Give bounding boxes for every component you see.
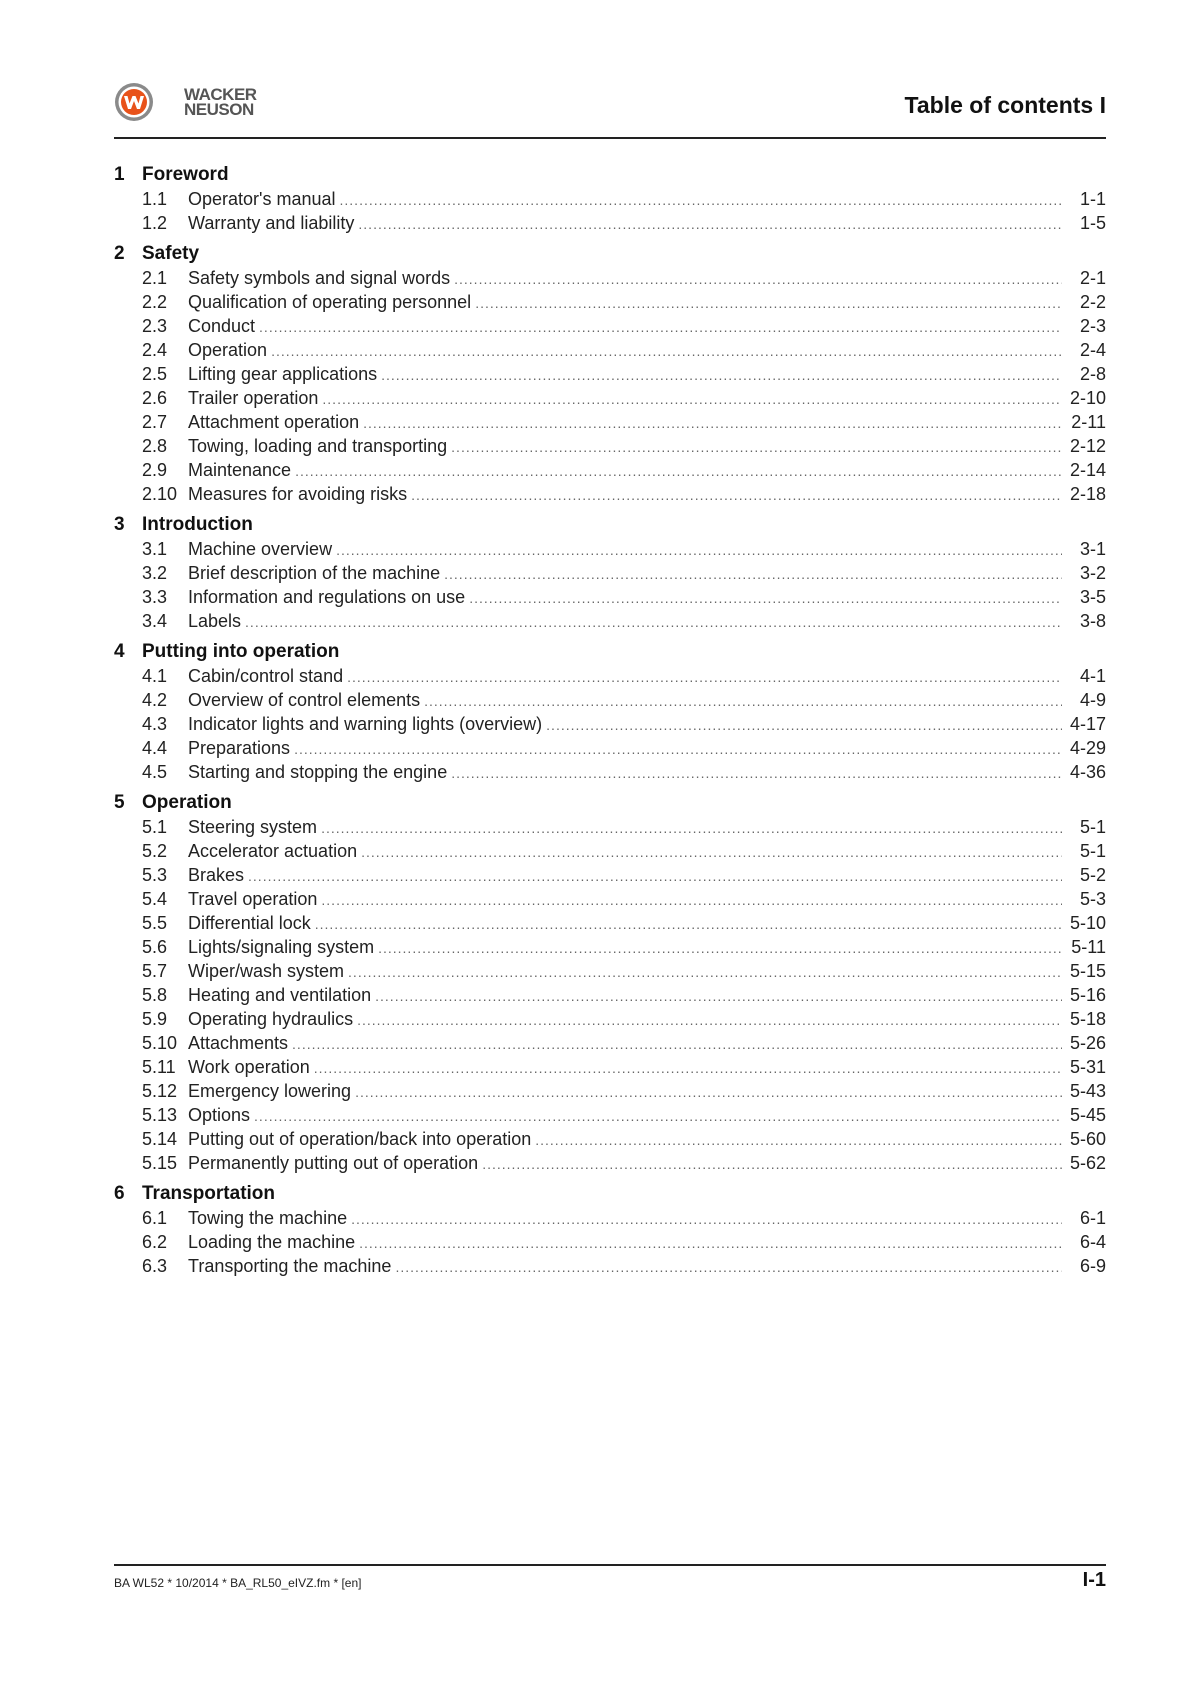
dot-leader (451, 435, 1062, 459)
chapter-title: Transportation (142, 1183, 276, 1204)
entry-number: 5.13 (142, 1105, 178, 1125)
dot-leader (348, 960, 1062, 984)
chapter-title: Foreword (142, 164, 229, 185)
entry-title: Maintenance (188, 460, 292, 480)
toc-entry[interactable] (114, 211, 1106, 235)
entry-number: 5.12 (142, 1081, 178, 1101)
entry-page-number: 2-3 (1079, 316, 1106, 336)
chapter-heading[interactable] (114, 513, 1106, 537)
toc-chapter (114, 163, 1106, 235)
entry-page-number: 2-11 (1071, 412, 1106, 432)
entry-page-number: 4-36 (1069, 762, 1106, 782)
dot-leader (315, 912, 1062, 936)
entry-title: Operating hydraulics (188, 1009, 354, 1029)
entry-title: Overview of control elements (188, 690, 421, 710)
entry-title: Work operation (188, 1057, 310, 1077)
entry-page-number: 2-8 (1079, 364, 1106, 384)
entry-number: 5.15 (142, 1153, 178, 1173)
chapter-title: Introduction (142, 514, 253, 535)
footer-page-number: I-1 (1082, 1569, 1106, 1591)
entry-page-number: 1-1 (1079, 189, 1106, 209)
dot-leader (322, 387, 1062, 411)
entry-number: 6.2 (142, 1232, 168, 1252)
entry-number: 5.14 (142, 1129, 178, 1149)
dot-leader (347, 665, 1062, 689)
entry-title: Attachments (188, 1033, 289, 1053)
entry-title: Measures for avoiding risks (188, 484, 408, 504)
entry-title: Preparations (188, 738, 291, 758)
toc-entry[interactable] (114, 537, 1106, 561)
chapter-heading[interactable] (114, 242, 1106, 266)
entry-title: Brief description of the machine (188, 563, 441, 583)
entry-number: 3.4 (142, 611, 168, 631)
entry-title: Lights/signaling system (188, 937, 375, 957)
entry-page-number: 3-2 (1079, 563, 1106, 583)
wacker-neuson-logo-icon (114, 82, 154, 122)
entry-page-number: 2-18 (1069, 484, 1106, 504)
dot-leader (535, 1128, 1062, 1152)
dot-leader (444, 562, 1062, 586)
entry-title: Steering system (188, 817, 318, 837)
entry-page-number: 5-60 (1069, 1129, 1106, 1149)
entry-title: Loading the machine (188, 1232, 356, 1252)
toc-chapter (114, 513, 1106, 633)
dot-leader (355, 1080, 1062, 1104)
brand-logo (114, 82, 257, 122)
toc-entry[interactable] (114, 458, 1106, 482)
toc-entry[interactable] (114, 1230, 1106, 1254)
dot-leader (292, 1032, 1062, 1056)
toc-entry[interactable] (114, 736, 1106, 760)
entry-number: 5.7 (142, 961, 168, 981)
entry-page-number: 2-10 (1069, 388, 1106, 408)
toc-chapter (114, 242, 1106, 506)
entry-page-number: 5-26 (1069, 1033, 1106, 1053)
entry-title: Conduct (188, 316, 256, 336)
chapter-number: 3 (114, 514, 125, 535)
entry-number: 2.7 (142, 412, 168, 432)
entry-page-number: 4-29 (1069, 738, 1106, 758)
toc-entry[interactable] (114, 434, 1106, 458)
entry-number: 2.3 (142, 316, 168, 336)
toc-entry[interactable] (114, 482, 1106, 506)
chapter-heading[interactable] (114, 640, 1106, 664)
entry-number: 5.10 (142, 1033, 178, 1053)
toc-entry[interactable] (114, 887, 1106, 911)
page-header (114, 80, 1106, 138)
entry-number: 5.3 (142, 865, 168, 885)
chapter-number: 1 (114, 164, 125, 185)
dot-leader (259, 315, 1062, 339)
entry-number: 5.11 (142, 1057, 176, 1077)
entry-number: 3.3 (142, 587, 168, 607)
dot-leader (411, 483, 1062, 507)
chapter-number: 2 (114, 243, 125, 264)
entry-number: 2.8 (142, 436, 168, 456)
entry-title: Cabin/control stand (188, 666, 344, 686)
entry-title: Towing, loading and transporting (188, 436, 448, 456)
entry-page-number: 5-2 (1079, 865, 1106, 885)
entry-title: Accelerator actuation (188, 841, 358, 861)
toc-entry[interactable] (114, 1151, 1106, 1175)
entry-number: 6.3 (142, 1256, 168, 1276)
entry-page-number: 6-9 (1079, 1256, 1106, 1276)
entry-title: Putting out of operation/back into operation (188, 1129, 532, 1149)
entry-page-number: 5-43 (1069, 1081, 1106, 1101)
dot-leader (361, 840, 1062, 864)
toc-entry[interactable] (114, 1206, 1106, 1230)
toc-entry[interactable] (114, 1007, 1106, 1031)
chapter-heading[interactable] (114, 791, 1106, 815)
dot-leader (321, 888, 1062, 912)
toc-entry[interactable] (114, 561, 1106, 585)
page-title: Table of contents I (904, 92, 1106, 118)
entry-number: 5.9 (142, 1009, 168, 1029)
toc-entry[interactable] (114, 362, 1106, 386)
toc-entry[interactable] (114, 815, 1106, 839)
entry-title: Attachment operation (188, 412, 360, 432)
entry-title: Transporting the machine (188, 1256, 392, 1276)
dot-leader (375, 984, 1062, 1008)
brand-line-2: NEUSON (184, 100, 254, 119)
entry-page-number: 1-5 (1079, 213, 1106, 233)
entry-page-number: 5-11 (1071, 937, 1106, 957)
toc-entry[interactable] (114, 585, 1106, 609)
entry-title: Operation (188, 340, 268, 360)
toc-entry[interactable] (114, 1031, 1106, 1055)
header-divider (114, 137, 1106, 139)
entry-title: Heating and ventilation (188, 985, 372, 1005)
entry-title: Labels (188, 611, 242, 631)
entry-page-number: 2-1 (1079, 268, 1106, 288)
toc-entry[interactable] (114, 959, 1106, 983)
entry-title: Emergency lowering (188, 1081, 352, 1101)
toc-entry[interactable] (114, 314, 1106, 338)
entry-number: 5.5 (142, 913, 168, 933)
entry-page-number: 3-8 (1079, 611, 1106, 631)
entry-page-number: 5-16 (1069, 985, 1106, 1005)
entry-number: 5.8 (142, 985, 168, 1005)
entry-number: 2.2 (142, 292, 168, 312)
entry-page-number: 2-12 (1069, 436, 1106, 456)
entry-page-number: 2-2 (1079, 292, 1106, 312)
table-of-contents (114, 163, 1106, 1285)
toc-entry[interactable] (114, 983, 1106, 1007)
entry-page-number: 6-4 (1079, 1232, 1106, 1252)
toc-chapter (114, 791, 1106, 1175)
entry-number: 4.4 (142, 738, 168, 758)
chapter-title: Operation (142, 792, 232, 813)
toc-entry[interactable] (114, 760, 1106, 784)
entry-number: 3.2 (142, 563, 168, 583)
entry-title: Wiper/wash system (188, 961, 345, 981)
toc-entry[interactable] (114, 609, 1106, 633)
entry-title: Options (188, 1105, 251, 1125)
dot-leader (395, 1255, 1062, 1279)
chapter-heading[interactable] (114, 1182, 1106, 1206)
entry-page-number: 3-5 (1079, 587, 1106, 607)
dot-leader (546, 713, 1062, 737)
entry-page-number: 5-45 (1069, 1105, 1106, 1125)
dot-leader (469, 586, 1062, 610)
toc-entry[interactable] (114, 664, 1106, 688)
entry-title: Information and regulations on use (188, 587, 466, 607)
toc-entry[interactable] (114, 386, 1106, 410)
entry-page-number: 5-3 (1079, 889, 1106, 909)
entry-number: 5.6 (142, 937, 168, 957)
entry-number: 5.4 (142, 889, 168, 909)
dot-leader (378, 936, 1062, 960)
toc-entry[interactable] (114, 935, 1106, 959)
entry-title: Lifting gear applications (188, 364, 378, 384)
entry-number: 2.4 (142, 340, 168, 360)
dot-leader (314, 1056, 1062, 1080)
entry-title: Trailer operation (188, 388, 319, 408)
entry-number: 4.1 (142, 666, 168, 686)
entry-title: Starting and stopping the engine (188, 762, 448, 782)
brand-wordmark (184, 87, 257, 117)
dot-leader (351, 1207, 1062, 1231)
footer-doc-info: BA WL52 * 10/2014 * BA_RL50_eIVZ.fm * [en] (114, 1576, 362, 1590)
entry-number: 3.1 (142, 539, 168, 559)
entry-title: Brakes (188, 865, 245, 885)
entry-title: Warranty and liability (188, 213, 355, 233)
entry-title: Qualification of operating personnel (188, 292, 472, 312)
dot-leader (381, 363, 1062, 387)
dot-leader (254, 1104, 1062, 1128)
entry-page-number: 2-14 (1069, 460, 1106, 480)
dot-leader (424, 689, 1062, 713)
toc-entry[interactable] (114, 1127, 1106, 1151)
toc-entry[interactable] (114, 1103, 1106, 1127)
toc-entry[interactable] (114, 712, 1106, 736)
dot-leader (295, 459, 1062, 483)
entry-page-number: 5-18 (1069, 1009, 1106, 1029)
entry-page-number: 4-1 (1079, 666, 1106, 686)
entry-title: Machine overview (188, 539, 333, 559)
entry-page-number: 2-4 (1079, 340, 1106, 360)
entry-page-number: 4-17 (1069, 714, 1106, 734)
toc-entry[interactable] (114, 911, 1106, 935)
toc-entry[interactable] (114, 1254, 1106, 1278)
entry-title: Permanently putting out of operation (188, 1153, 479, 1173)
entry-title: Differential lock (188, 913, 311, 933)
entry-number: 1.1 (142, 189, 168, 209)
toc-chapter (114, 1182, 1106, 1278)
entry-title: Safety symbols and signal words (188, 268, 451, 288)
dot-leader (245, 610, 1062, 634)
brand-line-1: WACKER (184, 85, 257, 104)
entry-number: 6.1 (142, 1208, 168, 1228)
entry-number: 2.5 (142, 364, 168, 384)
entry-number: 1.2 (142, 213, 168, 233)
toc-entry[interactable] (114, 338, 1106, 362)
dot-leader (359, 1231, 1062, 1255)
toc-entry[interactable] (114, 290, 1106, 314)
dot-leader (336, 538, 1062, 562)
dot-leader (321, 816, 1062, 840)
entry-page-number: 5-15 (1069, 961, 1106, 981)
dot-leader (363, 411, 1062, 435)
dot-leader (271, 339, 1062, 363)
entry-page-number: 6-1 (1079, 1208, 1106, 1228)
dot-leader (475, 291, 1062, 315)
entry-number: 5.1 (142, 817, 168, 837)
entry-page-number: 5-31 (1069, 1057, 1106, 1077)
entry-page-number: 3-1 (1079, 539, 1106, 559)
entry-number: 4.2 (142, 690, 168, 710)
entry-title: Indicator lights and warning lights (overview) (188, 714, 543, 734)
dot-leader (358, 212, 1062, 236)
entry-number: 4.5 (142, 762, 168, 782)
entry-number: 2.10 (142, 484, 178, 504)
toc-entry[interactable] (114, 410, 1106, 434)
dot-leader (248, 864, 1062, 888)
entry-number: 2.1 (142, 268, 168, 288)
entry-page-number: 5-1 (1079, 817, 1106, 837)
footer-divider (114, 1564, 1106, 1566)
dot-leader (482, 1152, 1062, 1176)
dot-leader (294, 737, 1062, 761)
chapter-number: 4 (114, 641, 125, 662)
dot-leader (357, 1008, 1062, 1032)
entry-page-number: 5-10 (1069, 913, 1106, 933)
entry-title: Operator's manual (188, 189, 336, 209)
entry-number: 2.9 (142, 460, 168, 480)
chapter-number: 6 (114, 1183, 125, 1204)
toc-entry[interactable] (114, 839, 1106, 863)
dot-leader (340, 188, 1062, 212)
chapter-number: 5 (114, 792, 125, 813)
toc-entry[interactable] (114, 1079, 1106, 1103)
dot-leader (454, 267, 1062, 291)
toc-entry[interactable] (114, 266, 1106, 290)
chapter-heading[interactable] (114, 163, 1106, 187)
chapter-title: Putting into operation (142, 641, 340, 662)
entry-number: 4.3 (142, 714, 168, 734)
toc-entry[interactable] (114, 688, 1106, 712)
entry-page-number: 5-1 (1079, 841, 1106, 861)
toc-entry[interactable] (114, 1055, 1106, 1079)
dot-leader (451, 761, 1062, 785)
entry-title: Travel operation (188, 889, 318, 909)
chapter-title: Safety (142, 243, 200, 264)
toc-chapter (114, 640, 1106, 784)
entry-number: 2.6 (142, 388, 168, 408)
entry-page-number: 5-62 (1069, 1153, 1106, 1173)
entry-title: Towing the machine (188, 1208, 348, 1228)
toc-entry[interactable] (114, 863, 1106, 887)
toc-entry[interactable] (114, 187, 1106, 211)
entry-page-number: 4-9 (1079, 690, 1106, 710)
entry-number: 5.2 (142, 841, 168, 861)
